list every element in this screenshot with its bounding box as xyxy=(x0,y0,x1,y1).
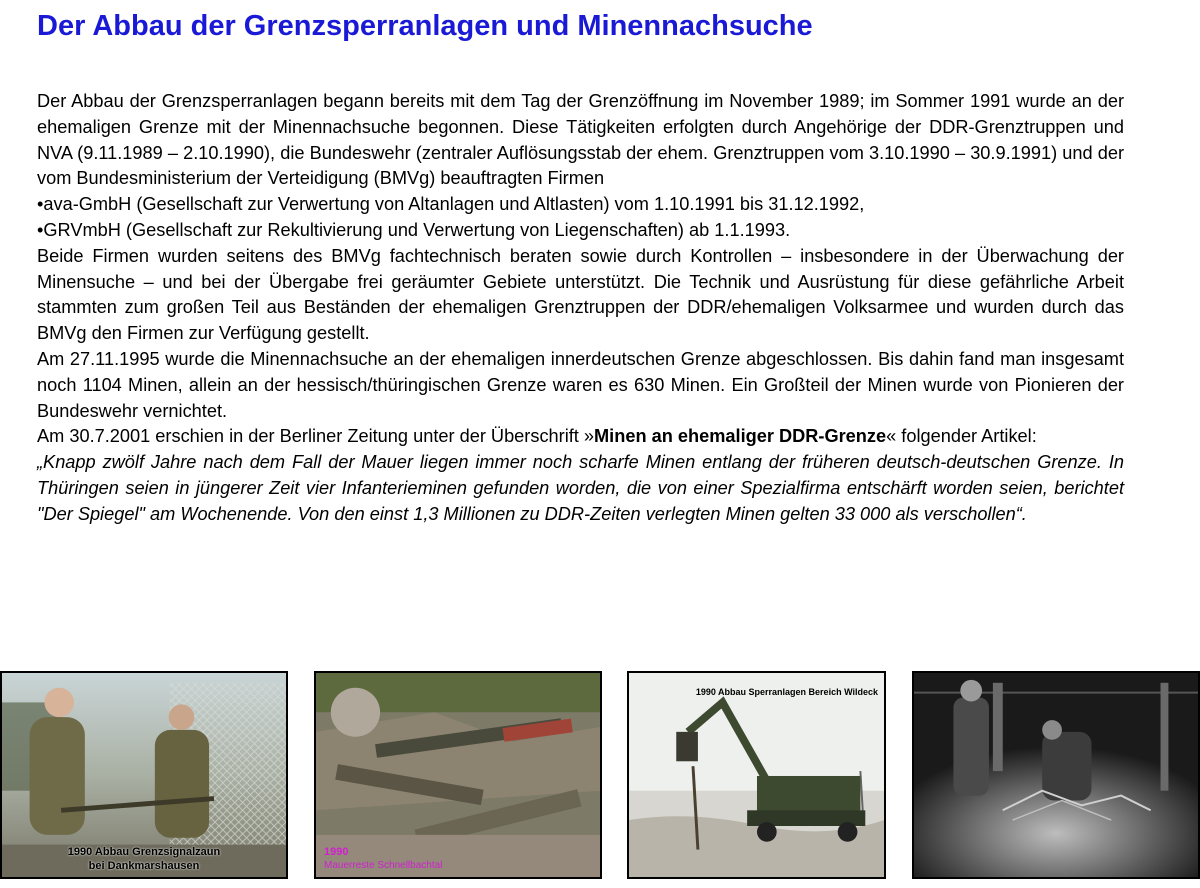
page-title: Der Abbau der Grenzsperranlagen und Minennachsuche xyxy=(37,10,813,42)
photo-wall-remains-caption xyxy=(324,845,442,873)
list-item-ava: •ava-GmbH (Gesellschaft zur Verwertung von Altanlagen und Altlasten) vom 1.10.1991 bis 31.12.1992, xyxy=(37,194,865,215)
paragraph-intro: Der Abbau der Grenzsperranlagen begann bereits mit dem Tag der Grenzöffnung im November 1989; im Sommer 1991 wurde an der ehemaligen Grenze mit der Minennachsuche begonnen. Diese Tätigkeiten erfolgten durch Angehörige der DDR-Grenztruppen und NVA (9.11.1989 – 2.10.1990), die Bundeswehr (zentraler Auflösungsstab der ehem. Grenztruppen vom 3.10.1990 – 30.9.1991) und der vom Bundesministerium der Verteidigung (BMVg) beauftragten Firmen xyxy=(37,91,1124,189)
photo-signal-fence-caption-line1: 1990 Abbau Grenzsignalzaun xyxy=(67,846,221,858)
list-item-grv: •GRVmbH (Gesellschaft zur Rekultivierung und Verwertung von Liegenschaften) ab 1.1.1993. xyxy=(37,219,791,240)
photo-excavator-image xyxy=(629,673,884,877)
photo-excavator xyxy=(627,671,886,879)
photo-excavator-caption: 1990 Abbau Sperranlagen Bereich Wildeck xyxy=(695,687,878,697)
paragraph-article-intro xyxy=(37,424,1124,450)
photo-wall-remains-caption-line2: Mauerreste Schnellbachtal xyxy=(324,860,443,871)
photo-signal-fence xyxy=(0,671,288,879)
article-quote: „Knapp zwölf Jahre nach dem Fall der Mauer liegen immer noch scharfe Minen entlang der früheren deutsch-deutschen Grenze. In Thüringen seien in jüngerer Zeit vier Infanterieminen gefunden worden, die von einer Spezialfirma entschärft worden seien, berichtet "Der Spiegel" am Wochenende. Von den einst 1,3 Millionen zu DDR-Zeiten verlegten Minen gelten 33 000 als verschollen“. xyxy=(37,452,1124,524)
photo-night-dismantling xyxy=(912,671,1200,879)
photo-signal-fence-caption xyxy=(2,845,286,873)
article-intro-end: « folgender Artikel: xyxy=(886,426,1037,447)
article-headline: Minen an ehemaliger DDR-Grenze xyxy=(594,426,887,447)
paragraph-firms: Beide Firmen wurden seitens des BMVg fachtechnisch beraten sowie durch Kontrollen – insbesondere in der Überwachung der Minensuche – und bei der Übergabe frei geräumter Gebiete unterstützt. Die Technik und Ausrüstung für diese gefährliche Arbeit stammten zum großen Teil aus Beständen der ehemaligen Grenztruppen der DDR/ehemaligen Volksarmee und wurden durch das BMVg den Firmen zur Verfügung gestellt. xyxy=(37,245,1124,344)
photo-wall-remains-caption-line1: 1990 xyxy=(324,846,349,858)
article-intro-text: Am 30.7.2001 erschien in der Berliner Zeitung unter der Überschrift » xyxy=(37,426,595,447)
photo-wall-remains xyxy=(314,671,602,879)
article-body xyxy=(37,89,1124,528)
paragraph-completion: Am 27.11.1995 wurde die Minennachsuche an der ehemaligen innerdeutschen Grenze abgeschlossen. Bis dahin fand man insgesamt noch 1104 Minen, allein an der hessisch/thüringischen Grenze waren es 630 Minen. Ein Großteil der Minen wurde von Pionieren der Bundeswehr vernichtet. xyxy=(37,348,1124,421)
photo-night-dismantling-image xyxy=(914,673,1198,877)
photo-signal-fence-caption-line2: bei Dankmarshausen xyxy=(88,860,200,872)
